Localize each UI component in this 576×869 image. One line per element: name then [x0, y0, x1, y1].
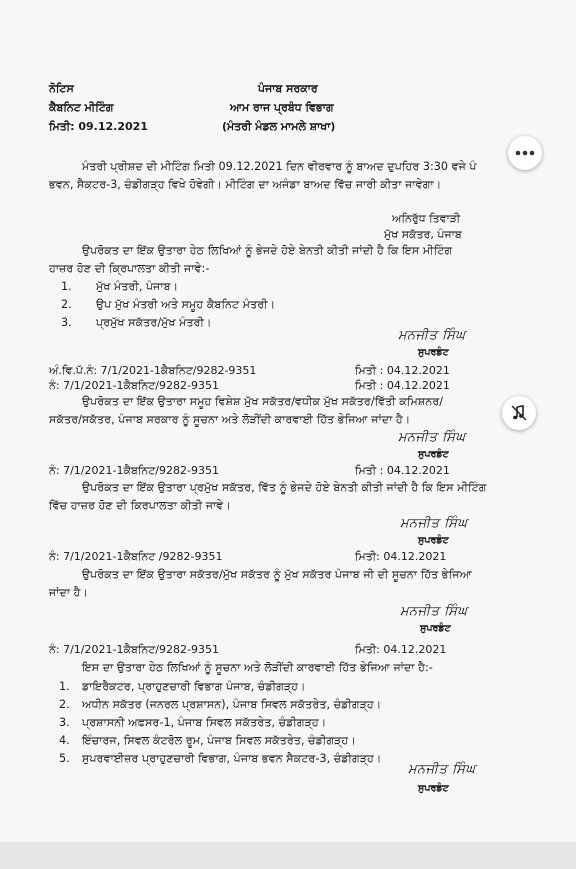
ref-date: ਮਿਤੀ: 04.12.2021: [355, 643, 447, 656]
ref-number: ਨੰ: 7/1/2021-1ਕੈਬਨਿਟ/9282-9351: [49, 464, 219, 477]
signature: ਮਨਜੀਤ ਸਿੰਘ: [400, 516, 468, 531]
request-item-text: ਪ੍ਰਮੁੱਖ ਸਕੱਤਰ/ਮੁੱਖ ਮੰਤਰੀ।: [96, 316, 212, 329]
recipient-text: ਡਾਇਰੈਕਟਰ, ਪ੍ਰਾਹੁਣਚਾਰੀ ਵਿਭਾਗ ਪੰਜਾਬ, ਚੰਡੀਗੜ੍ਹ।: [82, 680, 306, 693]
superintendent-label: ਸੁਪਰਡੰਟ: [420, 623, 451, 634]
request-item-num: 1.: [61, 280, 72, 293]
recipient-text: ਸੁਪਰਵਾਈਜ਼ਰ ਪ੍ਰਾਹੁਣਚਾਰੀ ਵਿਭਾਗ, ਪੰਜਾਬ ਭਵਨ ਸੈਕਟਰ-3, ਚੰਡੀਗੜ੍ਹ।: [82, 752, 382, 765]
block4-line-2: ਜਾਂਦਾ ਹੈ।: [49, 586, 89, 599]
cabinet-meeting-label: ਕੈਬਨਿਟ ਮੀਟਿੰਗ: [49, 101, 114, 114]
bottom-bar: [0, 842, 576, 869]
signature: ਮਨਜੀਤ ਸਿੰਘ: [400, 604, 468, 619]
music-note-slash-icon: [510, 404, 528, 422]
ref-number: ਅੰ.ਵਿ.ਪੱ.ਨੰ: 7/1/2021-1ਕੈਬਨਿਟ/9282-9351: [49, 364, 257, 377]
music-toggle-button[interactable]: [502, 396, 536, 430]
block4-line-1: ਉਪਰੋਕਤ ਦਾ ਇੱਕ ਉਤਾਰਾ ਸਕੱਤਰ/ਮੁੱਖ ਸਕੱਤਰ ਨੂੰ ਮੁੱਖ ਸਕੱਤਰ ਪੰਜਾਬ ਜੀ ਦੀ ਸੂਚਨਾ ਹਿੱਤ ਭੇਜਿਆ: [82, 568, 472, 581]
superintendent-label: ਸੁਪਰਡੰਟ: [418, 783, 449, 794]
govt-name: ਪੰਜਾਬ ਸਰਕਾਰ: [258, 82, 318, 95]
superintendent-label: ਸੁਪਰਡੰਟ: [418, 449, 449, 460]
dept-name: ਆਮ ਰਾਜ ਪ੍ਰਬੰਧ ਵਿਭਾਗ: [230, 101, 334, 114]
recipient-num: 4.: [59, 734, 70, 747]
request-line-1: ਉਪਰੋਕਤ ਦਾ ਇੱਕ ਉਤਾਰਾ ਹੇਠ ਲਿਖਿਆਂ ਨੂੰ ਭੇਜਦੇ ਹੋਏ ਬੇਨਤੀ ਕੀਤੀ ਜਾਂਦੀ ਹੈ ਕਿ ਇਸ ਮੀਟਿੰਗ: [82, 244, 453, 257]
recipient-num: 2.: [59, 698, 70, 711]
ref-date: ਮਿਤੀ : 04.12.2021: [355, 464, 450, 477]
header-date: ਮਿਤੀ: 09.12.2021: [49, 120, 148, 133]
signature: ਮਨਜੀਤ ਸਿੰਘ: [398, 430, 466, 445]
block5-line-1: ਇਸ ਦਾ ਉਤਾਰਾ ਹੇਠ ਲਿਖਿਆਂ ਨੂੰ ਸੂਚਨਾ ਅਤੇ ਲੋੜੀਂਦੀ ਕਾਰਵਾਈ ਹਿੱਤ ਭੇਜਿਆ ਜਾਂਦਾ ਹੈ:-: [82, 661, 433, 674]
signatory-name: ਅਨਿਰੁੱਧ ਤਿਵਾੜੀ: [392, 212, 461, 225]
notice-label: ਨੋਟਿਸ: [49, 82, 74, 95]
recipient-num: 1.: [59, 680, 70, 693]
block2-line-1: ਉਪਰੋਕਤ ਦਾ ਇੱਕ ਉਤਾਰਾ ਸਮੂਹ ਵਿਸ਼ੇਸ਼ ਮੁੱਖ ਸਕੱਤਰ/ਵਧੀਕ ਮੁੱਖ ਸਕੱਤਰ/ਵਿੱਤੀ ਕਮਿਸ਼ਨਰ/: [82, 395, 444, 408]
intro-line-1: ਮੰਤਰੀ ਪ੍ਰੀਸ਼ਦ ਦੀ ਮੀਟਿੰਗ ਮਿਤੀ 09.12.2021 ਦਿਨ ਵੀਰਵਾਰ ਨੂੰ ਬਾਅਦ ਦੁਪਹਿਰ 3:30 ਵਜੇ ਪੰ: [82, 160, 477, 173]
block3-line-2: ਵਿੱਚ ਹਾਜ਼ਰ ਹੋਣ ਦੀ ਕਿਰਪਾਲਤਾ ਕੀਤੀ ਜਾਵੇ।: [49, 499, 231, 512]
request-item-num: 2.: [61, 298, 72, 311]
block3-line-1: ਉਪਰੋਕਤ ਦਾ ਇੱਕ ਉਤਾਰਾ ਪ੍ਰਮੁੱਖ ਸਕੱਤਰ, ਵਿੱਤ ਨੂੰ ਭੇਜਦੇ ਹੋਏ ਬੇਨਤੀ ਕੀਤੀ ਜਾਂਦੀ ਹੈ ਕਿ ਇਸ ਮੀਟਿੰਗ: [82, 481, 487, 494]
signature: ਮਨਜੀਤ ਸਿੰਘ: [398, 328, 466, 343]
intro-line-2: ਭਵਨ, ਸੈਕਟਰ-3, ਚੰਡੀਗੜ੍ਹ ਵਿਖੇ ਹੋਵੇਗੀ। ਮੀਟਿੰਗ ਦਾ ਅਜੰਡਾ ਬਾਅਦ ਵਿੱਚ ਜਾਰੀ ਕੀਤਾ ਜਾਵੇਗਾ।: [49, 178, 442, 191]
ref-date: ਮਿਤੀ: 04.12.2021: [355, 550, 447, 563]
ref-number: ਨੰ: 7/1/2021-1ਕੈਬਨਿਟ /9282-9351: [49, 550, 223, 563]
request-item-num: 3.: [61, 316, 72, 329]
recipient-text: ਅਧੀਨ ਸਕੱਤਰ (ਜਨਰਲ ਪ੍ਰਸ਼ਾਸਨ), ਪੰਜਾਬ ਸਿਵਲ ਸਕੱਤਰੇਤ, ਚੰਡੀਗੜ੍ਹ।: [82, 698, 382, 711]
ref-date: ਮਿਤੀ : 04.12.2021: [355, 379, 450, 392]
block2-line-2: ਸਕੱਤਰ/ਸਕੱਤਰ, ਪੰਜਾਬ ਸਰਕਾਰ ਨੂੰ ਸੂਚਨਾ ਅਤੇ ਲੋੜੀਂਦੀ ਕਾਰਵਾਈ ਹਿੱਤ ਭੇਜਿਆ ਜਾਂਦਾ ਹੈ।: [49, 413, 411, 426]
ref-number: ਨੰ: 7/1/2021-1ਕੈਬਨਿਟ/9282-9351: [49, 379, 219, 392]
signature: ਮਨਜੀਤ ਸਿੰਘ: [408, 762, 476, 777]
signatory-title: ਮੁੱਖ ਸਕੱਤਰ, ਪੰਜਾਬ: [384, 228, 462, 241]
recipient-text: ਪ੍ਰਸ਼ਾਸਨੀ ਅਫਸਰ-1, ਪੰਜਾਬ ਸਿਵਲ ਸਕੱਤਰੇਤ, ਚੰਡੀਗੜ੍ਹ।: [82, 716, 327, 729]
recipient-num: 3.: [59, 716, 70, 729]
superintendent-label: ਸੁਪਰਡੰਟ: [418, 347, 449, 358]
ref-number: ਨੰ: 7/1/2021-1ਕੈਬਨਿਟ/9282-9351: [49, 643, 219, 656]
request-item-text: ਮੁੱਖ ਮੰਤਰੀ, ਪੰਜਾਬ।: [96, 280, 179, 293]
ref-date: ਮਿਤੀ : 04.12.2021: [355, 364, 450, 377]
more-options-button[interactable]: [508, 136, 542, 170]
request-line-2: ਹਾਜ਼ਰ ਹੋਣ ਦੀ ਕ੍ਰਿਪਾਲਤਾ ਕੀਤੀ ਜਾਵੇ:-: [49, 262, 210, 275]
branch-name: (ਮੰਤਰੀ ਮੰਡਲ ਮਾਮਲੇ ਸ਼ਾਖਾ): [222, 120, 336, 133]
superintendent-label: ਸੁਪਰਡੰਟ: [418, 535, 449, 546]
more-vertical-icon: [515, 150, 535, 156]
recipient-text: ਇੰਚਾਰਜ, ਸਿਵਲ ਕੰਟਰੋਲ ਰੂਮ, ਪੰਜਾਬ ਸਿਵਲ ਸਕੱਤਰੇਤ, ਚੰਡੀਗੜ੍ਹ।: [82, 734, 356, 747]
recipient-num: 5.: [59, 752, 70, 765]
request-item-text: ਉਪ ਮੁੱਖ ਮੰਤਰੀ ਅਤੇ ਸਮੂਹ ਕੈਬਨਿਟ ਮੰਤਰੀ।: [96, 298, 276, 311]
